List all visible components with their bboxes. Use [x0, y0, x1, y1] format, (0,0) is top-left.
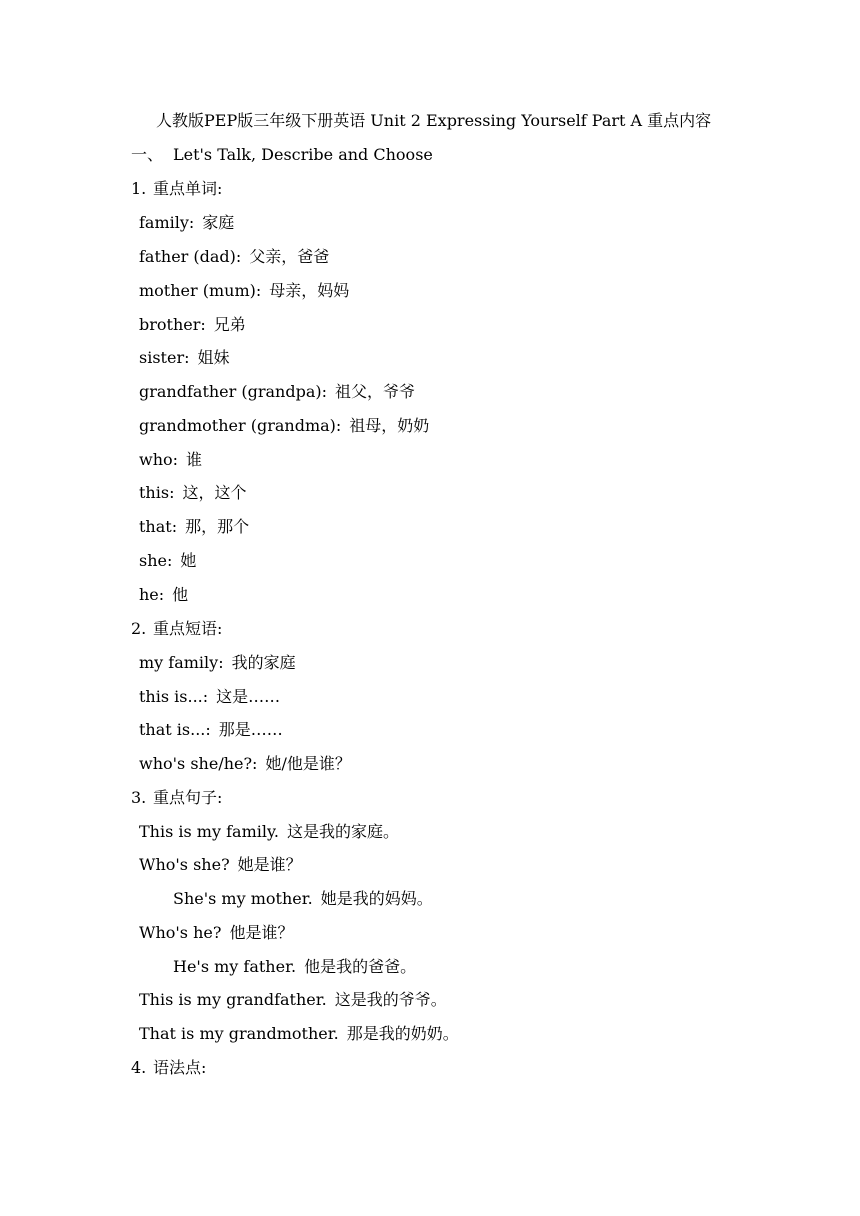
- word-item: [139, 483, 246, 503]
- phrase-item: [139, 653, 296, 673]
- phrase-en: my family:: [139, 653, 224, 672]
- word-item: [139, 348, 230, 368]
- section-label: Let's Talk, Describe and Choose: [173, 145, 433, 164]
- subheading-label: 重点单词:: [153, 179, 223, 198]
- subheading-label: 语法点:: [153, 1058, 207, 1077]
- word-item: [139, 315, 246, 335]
- phrase-item: [139, 687, 280, 707]
- sentence-zh: 这是我的家庭。: [286, 822, 399, 841]
- sentence-item: [173, 889, 433, 909]
- sentence-zh: 那是我的奶奶。: [346, 1024, 459, 1043]
- subheading-label: 重点短语:: [153, 619, 223, 638]
- phrase-en: this is...:: [139, 687, 209, 706]
- sentence-en: That is my grandmother.: [139, 1024, 339, 1043]
- sentence-en: This is my family.: [139, 822, 279, 841]
- word-item: [139, 247, 329, 267]
- word-zh: 她: [180, 551, 197, 570]
- word-zh: 祖父，爷爷: [335, 382, 416, 401]
- word-item: [139, 585, 188, 605]
- phrase-en: that is...:: [139, 720, 211, 739]
- word-item: [139, 517, 249, 537]
- word-en: this:: [139, 483, 175, 502]
- subheading-label: 重点句子:: [153, 788, 223, 807]
- word-item: [139, 551, 196, 571]
- word-zh: 家庭: [202, 213, 235, 232]
- word-en: family:: [139, 213, 195, 232]
- document-title: 人教版PEP版三年级下册英语 Unit 2 Expressing Yourself Part A 重点内容: [156, 111, 712, 130]
- subheading-sentences: [131, 788, 222, 808]
- sentence-item: [139, 990, 447, 1010]
- sentence-zh: 她是我的妈妈。: [320, 889, 433, 908]
- phrase-zh: 这是……: [216, 687, 281, 706]
- word-zh: 母亲，妈妈: [269, 281, 350, 300]
- sentence-en: Who's he?: [139, 923, 222, 942]
- phrase-item: [139, 754, 351, 774]
- section-number: 一、: [131, 145, 164, 164]
- word-zh: 这，这个: [182, 483, 247, 502]
- word-en: he:: [139, 585, 165, 604]
- sentence-en: Who's she?: [139, 855, 230, 874]
- word-item: [139, 382, 415, 402]
- sentence-en: This is my grandfather.: [139, 990, 327, 1009]
- word-en: she:: [139, 551, 173, 570]
- sentence-en: He's my father.: [173, 957, 297, 976]
- word-en: grandmother (grandma):: [139, 416, 342, 435]
- word-en: grandfather (grandpa):: [139, 382, 328, 401]
- word-zh: 那，那个: [185, 517, 250, 536]
- sentence-item: [173, 957, 416, 977]
- sentence-item: [139, 923, 293, 943]
- subheading-number: 3.: [131, 788, 147, 807]
- word-zh: 他: [172, 585, 189, 604]
- sentence-zh: 他是我的爸爸。: [304, 957, 417, 976]
- word-en: father (dad):: [139, 247, 242, 266]
- sentence-item: [139, 855, 302, 875]
- subheading-number: 4.: [131, 1058, 147, 1077]
- sentence-zh: 她是谁？: [237, 855, 302, 874]
- sentence-item: [139, 1024, 459, 1044]
- sentence-en: She's my mother.: [173, 889, 313, 908]
- subheading-number: 2.: [131, 619, 147, 638]
- word-en: who:: [139, 450, 179, 469]
- sentence-zh: 他是谁？: [229, 923, 294, 942]
- word-zh: 谁: [186, 450, 203, 469]
- subheading-number: 1.: [131, 179, 147, 198]
- subheading-phrases: [131, 619, 222, 639]
- subheading-words: [131, 179, 222, 199]
- section-heading-1: [131, 145, 433, 165]
- phrase-en: who's she/he?:: [139, 754, 258, 773]
- word-item: [139, 416, 429, 436]
- word-zh: 父亲，爸爸: [249, 247, 330, 266]
- sentence-item: [139, 822, 399, 842]
- word-zh: 祖母，奶奶: [349, 416, 430, 435]
- word-zh: 姐妹: [197, 348, 230, 367]
- word-en: mother (mum):: [139, 281, 262, 300]
- phrase-item: [139, 720, 283, 740]
- phrase-zh: 我的家庭: [231, 653, 296, 672]
- word-item: [139, 450, 202, 470]
- phrase-zh: 那是……: [218, 720, 283, 739]
- subheading-grammar: [131, 1058, 206, 1078]
- word-zh: 兄弟: [213, 315, 246, 334]
- word-en: brother:: [139, 315, 206, 334]
- word-item: [139, 213, 234, 233]
- word-item: [139, 281, 349, 301]
- phrase-zh: 她/他是谁？: [265, 754, 351, 773]
- word-en: that:: [139, 517, 178, 536]
- sentence-zh: 这是我的爷爷。: [334, 990, 447, 1009]
- word-en: sister:: [139, 348, 190, 367]
